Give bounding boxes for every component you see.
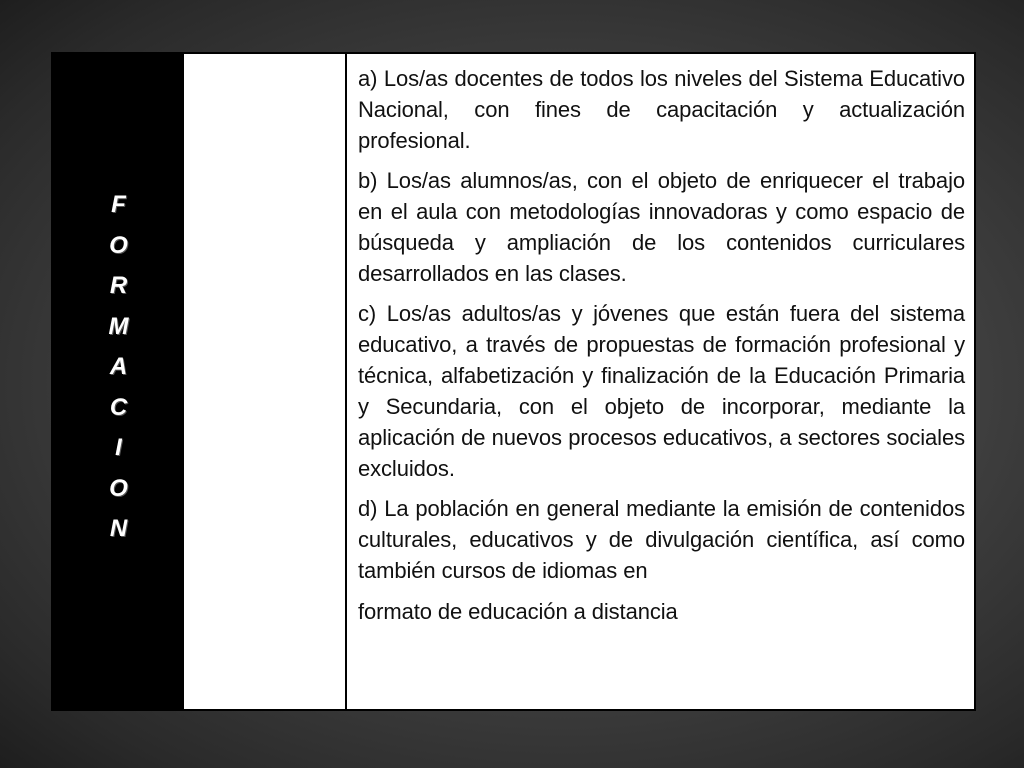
- content-table: [51, 52, 976, 711]
- paragraph-b: b) Los/as alumnos/as, con el objeto de enriquecer el trabajo en el aula con metodologías innovadoras y como espacio de búsqueda y ampliación de los contenidos curriculares desarrollados en las clases.: [358, 168, 965, 286]
- text-column: [347, 54, 974, 709]
- paragraph-a: a) Los/as docentes de todos los niveles del Sistema Educativo Nacional, con fines de capacitación y actualización profesional.: [358, 66, 965, 153]
- title-letter: N: [109, 515, 128, 543]
- paragraph-d: d) La población en general mediante la emisión de contenidos culturales, educativos y de divulgación científica, así como también cursos de idiomas en: [358, 496, 965, 583]
- title-letter: R: [109, 272, 128, 300]
- title-letter: I: [115, 434, 122, 462]
- title-letter: O: [109, 231, 128, 259]
- paragraph-c: c) Los/as adultos/as y jóvenes que están fuera del sistema educativo, a través de propuestas de formación profesional y técnica, alfabetización y finalización de la Educación Primaria y Secundaria, con el objeto de incorporar, mediante la aplicación de nuevos procesos educativos, a sectores sociales excluidos.: [358, 301, 965, 481]
- title-letter: M: [108, 312, 129, 340]
- closing-line: formato de educación a distancia: [358, 599, 678, 624]
- title-letter: F: [111, 191, 126, 219]
- title-letter: C: [109, 393, 128, 421]
- title-letter: O: [109, 474, 128, 502]
- title-letter: A: [109, 353, 128, 381]
- vertical-title: [109, 185, 129, 550]
- vertical-title-column: [53, 54, 184, 709]
- empty-column: [184, 54, 347, 709]
